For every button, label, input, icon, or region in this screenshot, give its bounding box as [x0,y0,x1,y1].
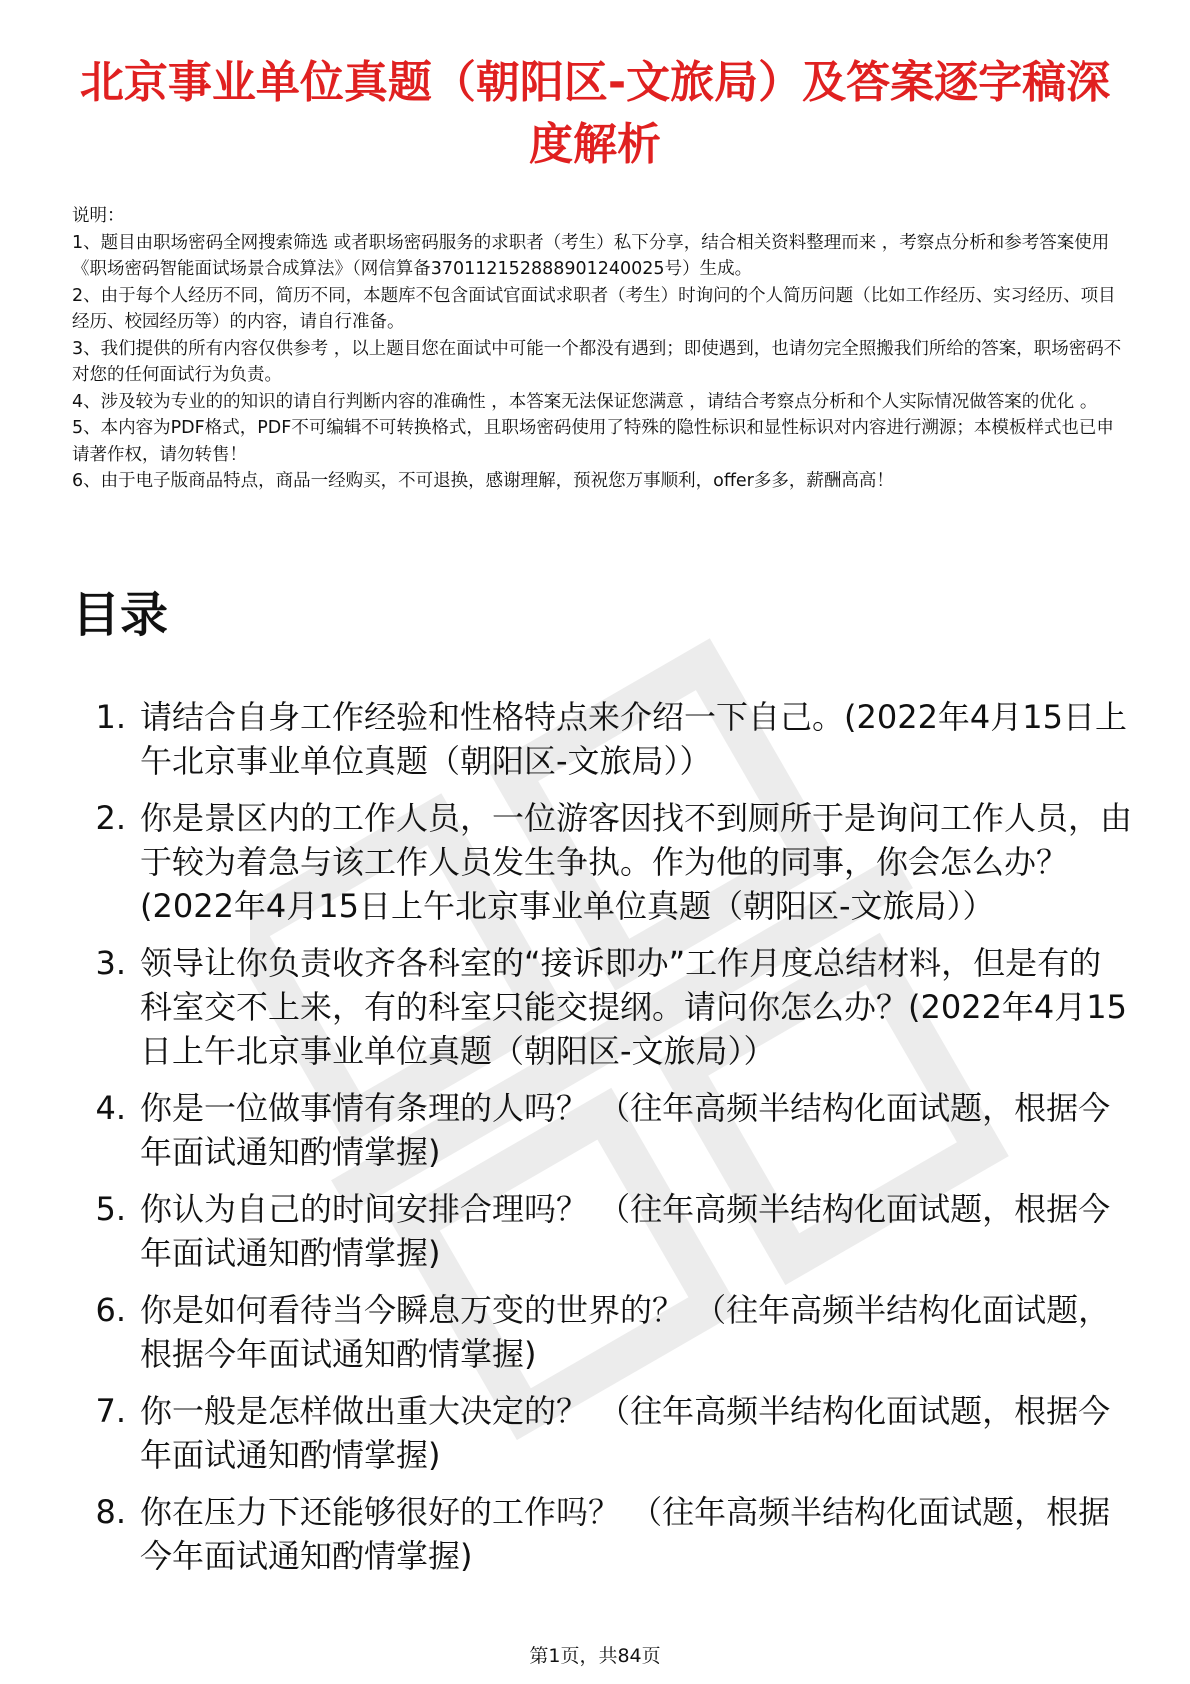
toc-item-number: 6. [95,1291,126,1329]
note-item: 1、题目由职场密码全网搜索筛选 或者职场密码服务的求职者（考生）私下分享，结合相关资料整理而来 ，考察点分析和参考答案使用《职场密码智能面试场景合成算法》（网信算备370112152888901240025号）生成。 [72,232,1110,279]
toc-item-text: 请结合自身工作经验和性格特点来介绍一下自己。(2022年4月15日上午北京事业单位真题（朝阳区-文旅局）） [140,698,1128,780]
toc-item-text: 你是如何看待当今瞬息万变的世界的？ （往年高频半结构化面试题，根据今年面试通知酌情掌握) [140,1291,1111,1373]
toc-item-text: 你认为自己的时间安排合理吗？ （往年高频半结构化面试题，根据今年面试通知酌情掌握) [140,1190,1111,1272]
toc-item-number: 2. [95,799,126,837]
toc-item-number: 7. [95,1392,126,1430]
note-item: 3、我们提供的所有内容仅供参考 ，以上题目您在面试中可能一个都没有遇到；即使遇到，也请勿完全照搬我们所给的答案，职场密码不对您的任何面试行为负责。 [72,338,1122,385]
toc-item-text: 你一般是怎样做出重大决定的？ （往年高频半结构化面试题，根据今年面试通知酌情掌握) [140,1392,1111,1474]
toc-item-text: 你是一位做事情有条理的人吗？ （往年高频半结构化面试题，根据今年面试通知酌情掌握) [140,1089,1111,1171]
toc-item-number: 1. [95,698,126,736]
toc-item[interactable] [72,1086,1132,1174]
note-item: 4、涉及较为专业的的知识的请自行判断内容的准确性 ，本答案无法保证您满意 ，请结合考察点分析和个人实际情况做答案的优化 。 [72,391,1098,412]
toc-item[interactable] [72,1187,1132,1275]
page-footer: 第1页，共84页 [529,1645,661,1667]
table-of-contents [72,695,1132,1591]
toc-item[interactable] [72,1389,1132,1477]
toc-item-number: 8. [95,1493,126,1531]
notes-section [72,203,1127,495]
toc-item-number: 5. [95,1190,126,1228]
note-item: 6、由于电子版商品特点，商品一经购买，不可退换，感谢理解，预祝您万事顺利，offer多多，薪酬高高！ [72,471,894,491]
document-title: 北京事业单位真题（朝阳区-文旅局）及答案逐字稿深度解析 [79,57,1111,170]
toc-item[interactable] [72,796,1132,928]
toc-item[interactable] [72,1288,1132,1376]
toc-item-number: 3. [95,944,126,982]
toc-item-text: 领导让你负责收齐各科室的“接诉即办”工作月度总结材料，但是有的科室交不上来，有的科室只能交提纲。请问你怎么办？(2022年4月15日上午北京事业单位真题（朝阳区-文旅局）） [140,944,1128,1070]
toc-heading: 目录 [72,587,169,643]
toc-item-text: 你是景区内的工作人员，一位游客因找不到厕所于是询问工作人员，由于较为着急与该工作人员发生争执。作为他的同事，你会怎么办？(2022年4月15日上午北京事业单位真题（朝阳区-文旅局）） [140,799,1133,925]
toc-item[interactable] [72,695,1132,783]
toc-item-text: 你在压力下还能够很好的工作吗？ （往年高频半结构化面试题，根据今年面试通知酌情掌握) [140,1493,1111,1575]
toc-item[interactable] [72,941,1132,1073]
note-item: 2、由于每个人经历不同，简历不同，本题库不包含面试官面试求职者（考生）时询问的个人简历问题（比如工作经历、实习经历、项目经历、校园经历等）的内容，请自行准备。 [72,285,1116,332]
toc-item[interactable] [72,1490,1132,1578]
toc-item-number: 4. [95,1089,126,1127]
notes-heading: 说明： [72,206,125,226]
note-item: 5、本内容为PDF格式，PDF不可编辑不可转换格式，且职场密码使用了特殊的隐性标识和显性标识对内容进行溯源；本模板样式也已申请著作权，请勿转售！ [72,418,1114,465]
